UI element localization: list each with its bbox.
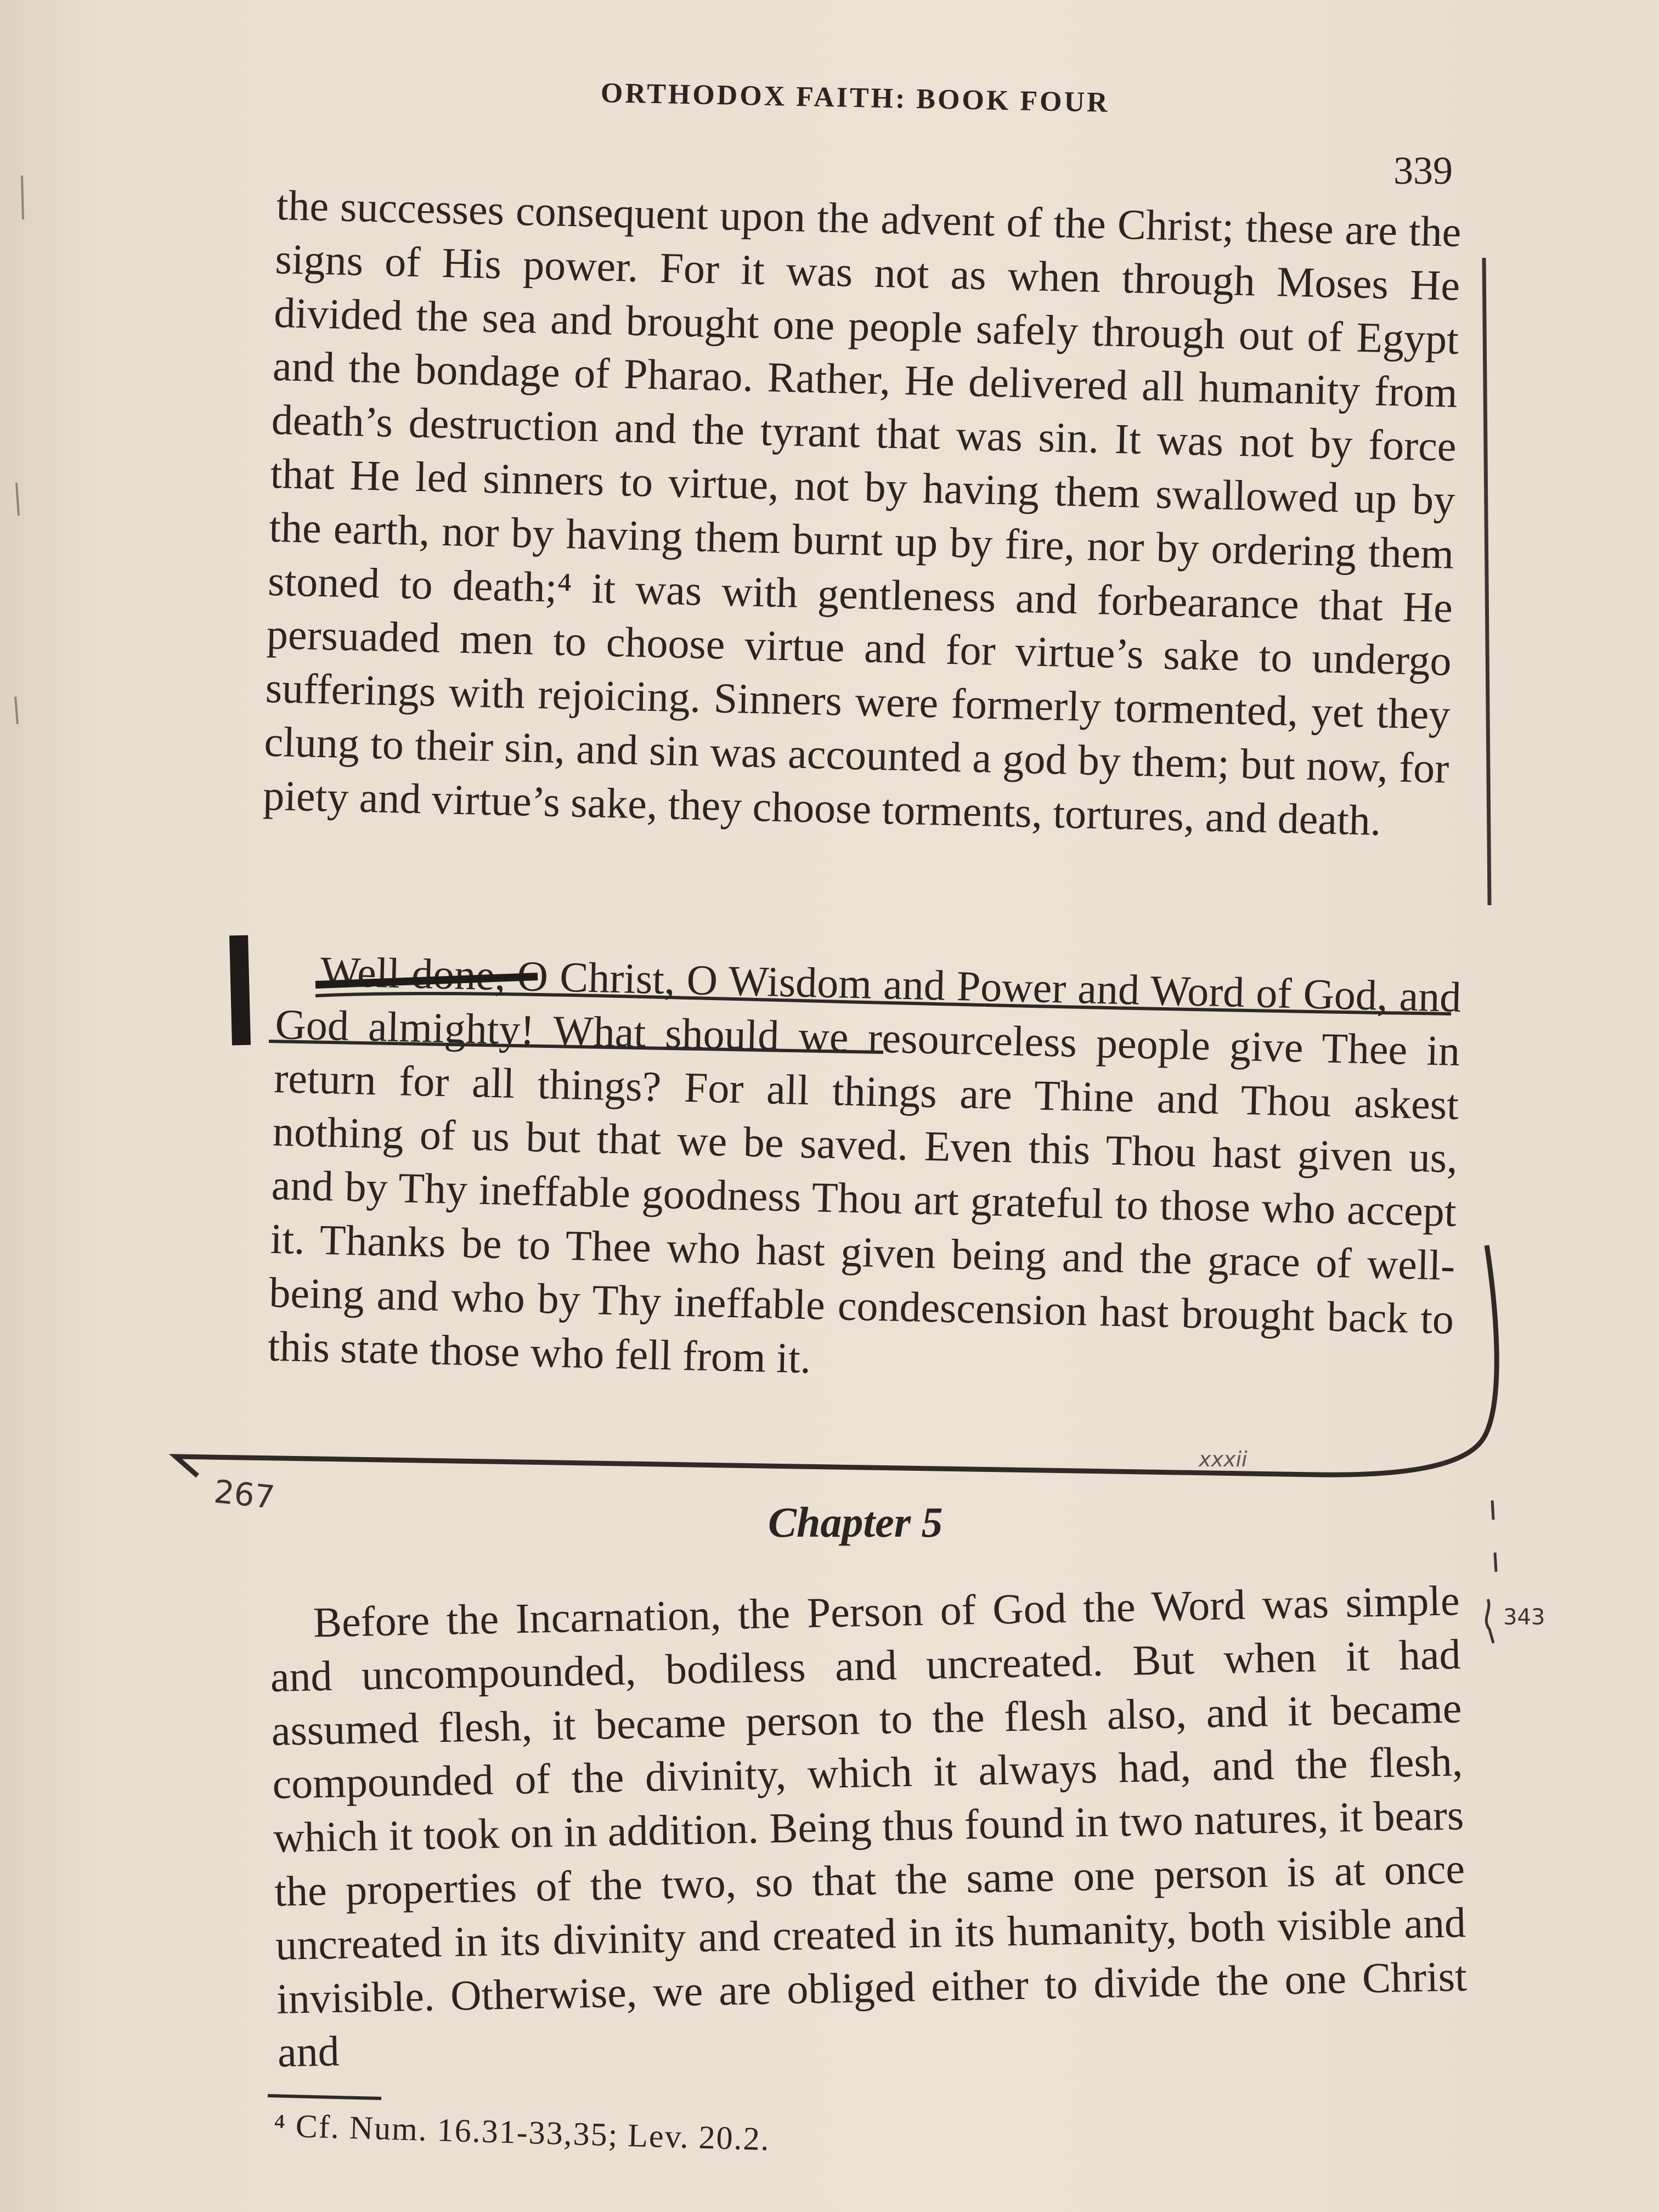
margin-tick-2: [1495, 1553, 1496, 1572]
left-margin-tick-2: [16, 483, 19, 516]
margin-tick-1: [1492, 1500, 1493, 1520]
paragraph-1-text: the successes consequent upon the advent of the Christ; these are the signs of His power. For it was not as when through Moses He divided the sea and brought one people safely through out of Egypt and the bondage of Pharao. Rather, He delivered all humanity from death’s destruction and the tyrant that was sin. It was not by force that He led sinners to virtue, not by having them swallowed up by the earth, nor by having them burnt up by fire, nor by ordering them stoned to death;⁴ it was with gentleness and forbearance that He persuaded men to choose virtue and for virtue’s sake to undergo sufferings with rejoicing. Sinners were formerly tormented, yet they clung to their sin, and sin was accounted a god by them; but now, for piety and virtue’s sake, they choose torments, tortures, and death.: [262, 180, 1462, 844]
underline-strike-mark: [315, 977, 538, 985]
closing-bracket-curve: [176, 1245, 1497, 1476]
underline-line-2: [269, 1041, 883, 1052]
paragraph-3-text: Before the Incarnation, the Person of God the Word was simple and uncompounded, bodiless and uncreated. But when it had assumed flesh, it became person to the flesh also, and it became compounded of the divinity, which it always had, and the flesh, which it took on in addition. Being thus found in two natures, it bears the properties of the two, so that the same one person is at once uncreated in its divinity and created in its humanity, both visible and invisible. Otherwise, we are obliged either to divide the one Christ and: [269, 1576, 1468, 2076]
margin-highlight-mark: [239, 935, 241, 1045]
margin-brace-mark: [1486, 1599, 1493, 1643]
handwritten-note-267: 267: [212, 1472, 276, 1516]
paragraph-2-text: Well done, O Christ, O Wisdom and Power and Word of God, and God almighty! What should we resourceless people give Thee in return for all things? For all things are Thine and Thou askest nothing of us but that we be saved. Even this Thou hast given us, and by Thy ineffable goodness Thou art grateful to those who accept it. Thanks be to Thee who hast given being and the grace of well-being and who by Thy ineffable condescension hast brought back to this state those who fell from it.: [267, 947, 1462, 1382]
page-number: 339: [1393, 149, 1453, 193]
left-margin-tick-3: [15, 697, 18, 724]
handwritten-note-343: 343: [1503, 1605, 1545, 1630]
running-header: ORTHODOX FAITH: BOOK FOUR: [600, 77, 1110, 119]
footnote: ⁴ Cf. Num. 16.31-33,35; Lev. 20.2.: [273, 2107, 771, 2158]
margin-bracket-line: [1484, 258, 1489, 905]
underline-line-3: [268, 2096, 381, 2098]
chapter-heading: Chapter 5: [768, 1498, 943, 1546]
underline-line-1: [315, 994, 1451, 1014]
left-margin-tick-1: [22, 176, 23, 219]
handwritten-note-xxxii: xxxii: [1199, 1447, 1248, 1471]
